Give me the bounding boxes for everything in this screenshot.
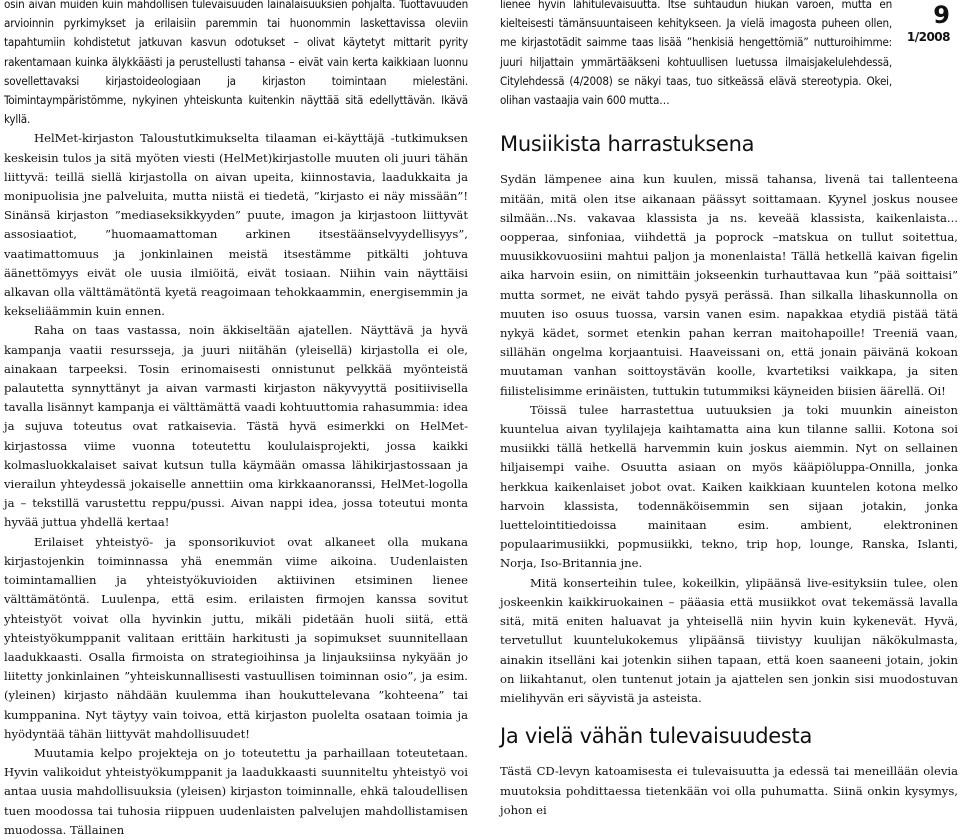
paragraph: HelMet-kirjaston Taloustutkimukselta tilaaman ei-käyttäjä -tutkimuksen keskeisin tulos ja sitä myöten viesti (HelMet)kirjastolle muuten oli juuri tähän liittyvä: teillä siellä kirjastolla on aivan upeita, kiinnostavia, laadukkaita ja monipuolisia jne palveluita, mutta niistä ei tiedetä, ”kirjasto ei näy missään”! Sinänsä kirjaston ”mediaseksikkyyden” puute, imagon ja kirjastoon liittyvät assosiaatiot, ”huomaamattoman arkinen itsestäänselvyydellisyys”, vaatimattomuus ja jonkinlainen meistä itsestämme pitkälti johtuva äänettömyys eivät ole uusia ilmiöitä, eivät tosiaan. Niihin vain näyttäisi alkavan olla välttämätöntä kyetä reagoimaan tehokkaammin, energisemmin ja kekseliäämmin kuin ennen. xyxy=(4,131,468,319)
section-heading: Ja vielä vähän tulevaisuudesta xyxy=(500,724,813,749)
paragraph: Sydän lämpenee aina kun kuulen, missä tahansa, livenä tai tallenteena mitään, mitä olen itse aikanaan päässyt soittamaan. Kyynel joskus nousee silmään...Ns. vakavaa klassista ja ns. keveää klassista, kaikenlaista... oopperaa, sinfoniaa, viihdettä ja poprock –matskua on tullut soitettua, muusikkovuosiini mahtui paljon ja monenlaista! Tällä hetkellä kaivan figelin aika harvoin esiin, on nimittäin jokseenkin turhauttavaa kun ”pää soittaisi” mutta sormet, ne eivät tahdo pysyä perässä. Ihan silkalla lihaskunnolla on muuten iso osuus tuossa, varsin vanen esim. napakkaa etydiä pistää tätä nykyä kädet, sormet etenkin pahan kerran maitohapoille! Treeniä vaan, sillähän ongelma korjaantuisi. Haaveissani on, että jonain päivänä kokoan muutaman vanhan soittoystävän koolle, kvartetiksi vaikkapa, ja siten fiilistelisimme erinäisten, tuttukin tutummiksi käyneiden biisien äärellä. Oi! xyxy=(500,172,958,398)
left-text-column xyxy=(4,0,468,840)
paragraph: lienee hyvin lähitulevaisuutta. Itse suhtaudun hiukan varoen, mutta en kielteisesti tämänsuuntaiseen kehitykseen. Ja vielä imagosta puheen ollen, me kirjastotädit saimme taas lisää ”henkisiä hengettömiä” nutturoihimme: juuri hiljattain ymmärtääkseni kohtuullisen luetussa ilmaisjakelulehdessä, Citylehdessä (4/2008) se näkyi taas, tuo sitkeässä elävä stereotypia. Okei, olihan vastaajia vain 600 mutta… xyxy=(500,0,892,108)
right-text-column xyxy=(500,0,958,820)
paragraph: Erilaiset yhteistyö- ja sponsorikuviot ovat alkaneet olla mukana kirjastojenkin toiminnassa yhä enemmän viime aikoina. Uudenlaisten toimintamallien ja yhteistyökuvioiden aktiivinen etsiminen lienee välttämätöntä. Luulenpa, että esim. erilaisten firmojen kanssa sovitut yhteistyöt voivat olla hyvinkin juttu, mikäli pidetään huoli siitä, että yhteistyökumppanit valitaan erittäin harkitusti ja sopimukset suunnitellaan laadukkaasti. Osalla firmoista on strategioihinsa ja linjauksiinsa nykyään jo liitetty jonkinlainen ”yhteiskunnallisesti vastuullisen toiminnan osio”, ja esim. (yleinen) kirjasto nähdään kuulemma ihan houkuttelevana ”kohteena” tai kumppanina. Nyt täytyy vain toivoa, että kirjaston puolelta osataan toimia ja hyödyntää tähän liittyvät mahdollisuudet! xyxy=(4,534,468,741)
page-number-block xyxy=(907,0,950,44)
paragraph: Töissä tulee harrastettua uutuuksien ja toki muunkin aineiston kuuntelua aivan tyylilajeja kaihtamatta aina kun tilanne sallii. Kotona soi musiikki tällä hetkellä harvemmin kuin joskus aiemmin. Nyt on sellainen hiljaisempi vaihe. Osuutta asiaan on myös kääpiöluppa-Onnilla, jonka herkkua kaikenlaiset jobot ovat. Kaiken kaikkiaan kuuntelen kotona melko harvoin klassista, todennäköisemmin sen sijaan jotakin, jonka luettelointitiedoissa mainitaan esim. ambient, elektroninen populaarimusiikki, popmusiikki, tekno, trip hop, lounge, Ranska, Islanti, Norja, Iso-Britannia jne. xyxy=(500,402,958,571)
paragraph: osin aivan muiden kuin mahdollisen tulevaisuuden lainalaisuuksien pohjalta. Tuottavuuden arvioinnin pyrkimykset ja erilaisiin paremmin tai huonommin laskettavissa oleviin tapahtumiin kohdistetut jatkuvan kasvun odotukset – olivat käytetyt mittarit pyrity rakentamaan kuinka älykkäästi ja perustellusti tahansa – eivät vain kerta kaikkiaan luonnu sovellettavaksi kirjastoideologiaan ja kirjaston toimintaan mielestäni. Toimintaympäristömme, nykyinen yhteiskunta kuitenkin näyttää sitä edellyttävän. Ikävä kyllä. xyxy=(4,0,468,127)
paragraph: Tästä CD-levyn katoamisesta ei tulevaisuutta ja edessä tai meneillään olevia muutoksia pohdittaessa tietenkään voi olla puhumatta. Siinä onkin kysymys, johon ei xyxy=(500,764,958,817)
paragraph: Raha on taas vastassa, noin äkkiseltään ajatellen. Näyttävä ja hyvä kampanja vaatii resursseja, ja juuri niitähän (yleisellä) kirjastolla ei ole, ainakaan tarpeeksi. Tosin erinomaisesti onnistunut pelkkää myönteistä palautetta synnyttänyt ja aivan varmasti kirjaston näkyvyyttä positiivisella tavalla lisännyt kampanja ei välttämättä vaadi kohtuuttomia rahasummia: idea ja sujuva toteutus ovat ratkaisevia. Tästä hyvä esimerkki on HelMet-kirjastossa viime vuonna toteutettu koululaisprojekti, jossa kaikki kolmasluokkalaiset saivat kutsun tulla käymään omassa lähikirjastossaan ja vierailun yhteydessä jokaiselle annettiin oma kirkkaanoranssi, HelMet-logolla ja – tekstillä varustettu reppu/pussi. Aivan nappi idea, jossa toteutui monta hyvää juttua yhdellä kertaa! xyxy=(4,323,468,530)
issue-number: 1/2008 xyxy=(906,30,950,44)
paragraph: Muutamia kelpo projekteja on jo toteutettu ja parhaillaan toteutetaan. Hyvin valikoidut yhteistyökumppanit ja laadukkaasti suunniteltu yhteistyö voi antaa uusia mahdollisuuksia (yleisen) kirjaston toiminnalle, ehkä taloudellisen tuen moodossa tai tuhosia riippuen uudenlaisten palvelujen mahdollistamisen muodossa. Tällainen xyxy=(4,745,468,837)
section-heading: Musiikista harrastuksena xyxy=(500,132,755,157)
paragraph: Mitä konserteihin tulee, kokeilkin, ylipäänsä live-esityksiin tulee, olen joskeenkin kaikkiruokainen – pääasia että musiikkot ovat tekemässä lavalla sitä, mitä eniten haluavat ja yhteisellä niin hyvin kuin kykenevät. Hyvä, tervetullut kuuntelukokemus ylipäänsä tiivistyy kuulijan näkökulmasta, ainakin itselläni kai jotenkin siihen tapaan, että koen saaneeni jotain, jokin on liikahtanut, olen tuntenut jotain ja ajattelen sen jonkin sisi muodostuvan mielihyvän eri säyvistä ja asteista. xyxy=(500,575,958,705)
page-number: 9 xyxy=(933,1,950,29)
